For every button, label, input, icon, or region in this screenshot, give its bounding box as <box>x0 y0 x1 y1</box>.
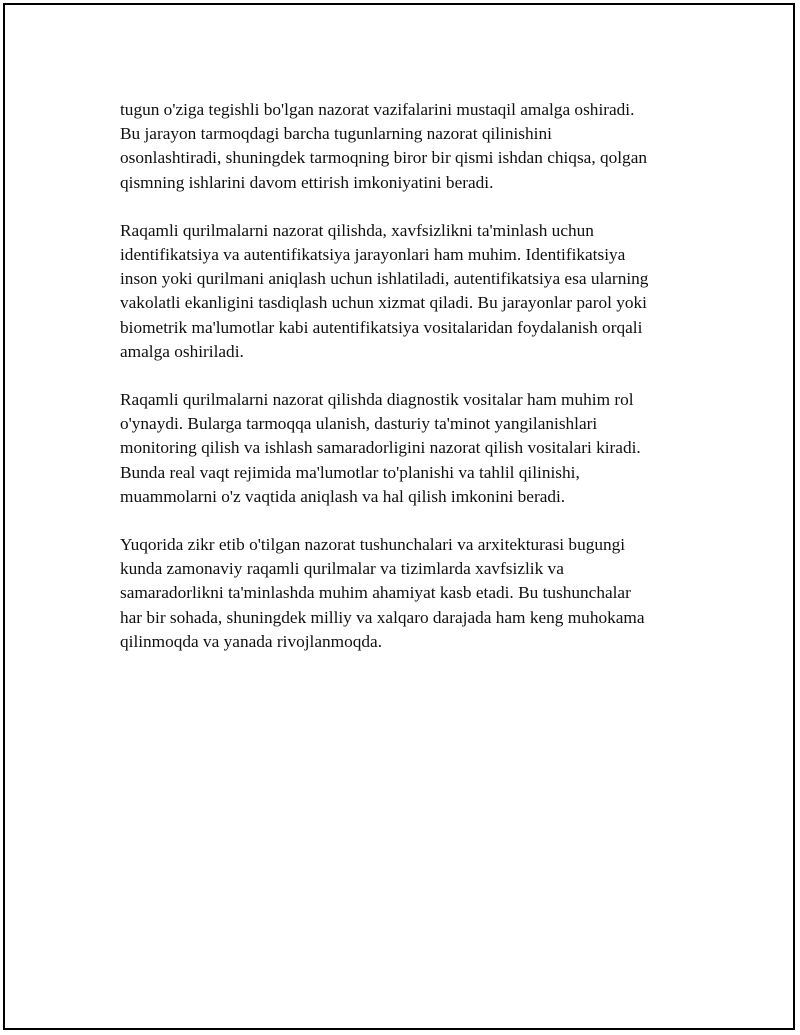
text-line: o'ynaydi. Bularga tarmoqqa ulanish, dasturiy ta'minot yangilanishlari <box>120 414 598 434</box>
text-line: Raqamli qurilmalarni nazorat qilishda, xavfsizlikni ta'minlash uchun <box>120 220 594 240</box>
paragraph-1 <box>120 98 695 195</box>
text-line: Bu jarayon tarmoqdagi barcha tugunlarning nazorat qilinishini <box>120 124 552 144</box>
text-line: qilinmoqda va yanada rivojlanmoqda. <box>120 631 383 651</box>
paragraph-3 <box>120 388 695 509</box>
text-line: Bunda real vaqt rejimida ma'lumotlar to'planishi va tahlil qilinishi, <box>120 462 580 482</box>
text-line: samaradorlikni ta'minlashda muhim ahamiyat kasb etadi. Bu tushunchalar <box>120 583 631 603</box>
page-content <box>120 98 695 678</box>
text-line: amalga oshiriladi. <box>120 341 244 361</box>
text-line: biometrik ma'lumotlar kabi autentifikatsiya vositalaridan foydalanish orqali <box>120 317 643 337</box>
text-line: tugun o'ziga tegishli bo'lgan nazorat vazifalarini mustaqil amalga oshiradi. <box>120 100 635 119</box>
text-line: identifikatsiya va autentifikatsiya jarayonlari ham muhim. Identifikatsiya <box>120 245 626 265</box>
text-line: inson yoki qurilmani aniqlash uchun ishlatiladi, autentifikatsiya esa ularning <box>120 269 649 289</box>
text-line: monitoring qilish va ishlash samaradorligini nazorat qilish vositalari kiradi. <box>120 438 641 458</box>
text-line: vakolatli ekanligini tasdiqlash uchun xizmat qiladi. Bu jarayonlar parol yoki <box>120 293 647 313</box>
text-line: muammolarni o'z vaqtida aniqlash va hal qilish imkonini beradi. <box>120 486 566 506</box>
text-line: kunda zamonaviy raqamli qurilmalar va tizimlarda xavfsizlik va <box>120 559 564 579</box>
paragraph-4 <box>120 533 695 654</box>
text-line: osonlashtiradi, shuningdek tarmoqning biror bir qismi ishdan chiqsa, qolgan <box>120 148 648 168</box>
page-frame <box>3 3 795 1030</box>
text-line: Yuqorida zikr etib o'tilgan nazorat tushunchalari va arxitekturasi bugungi <box>120 535 626 555</box>
text-line: har bir sohada, shuningdek milliy va xalqaro darajada ham keng muhokama <box>120 607 645 627</box>
paragraph-2 <box>120 219 695 364</box>
text-line: Raqamli qurilmalarni nazorat qilishda diagnostik vositalar ham muhim rol <box>120 390 634 410</box>
text-line: qismning ishlarini davom ettirish imkoniyatini beradi. <box>120 172 494 192</box>
